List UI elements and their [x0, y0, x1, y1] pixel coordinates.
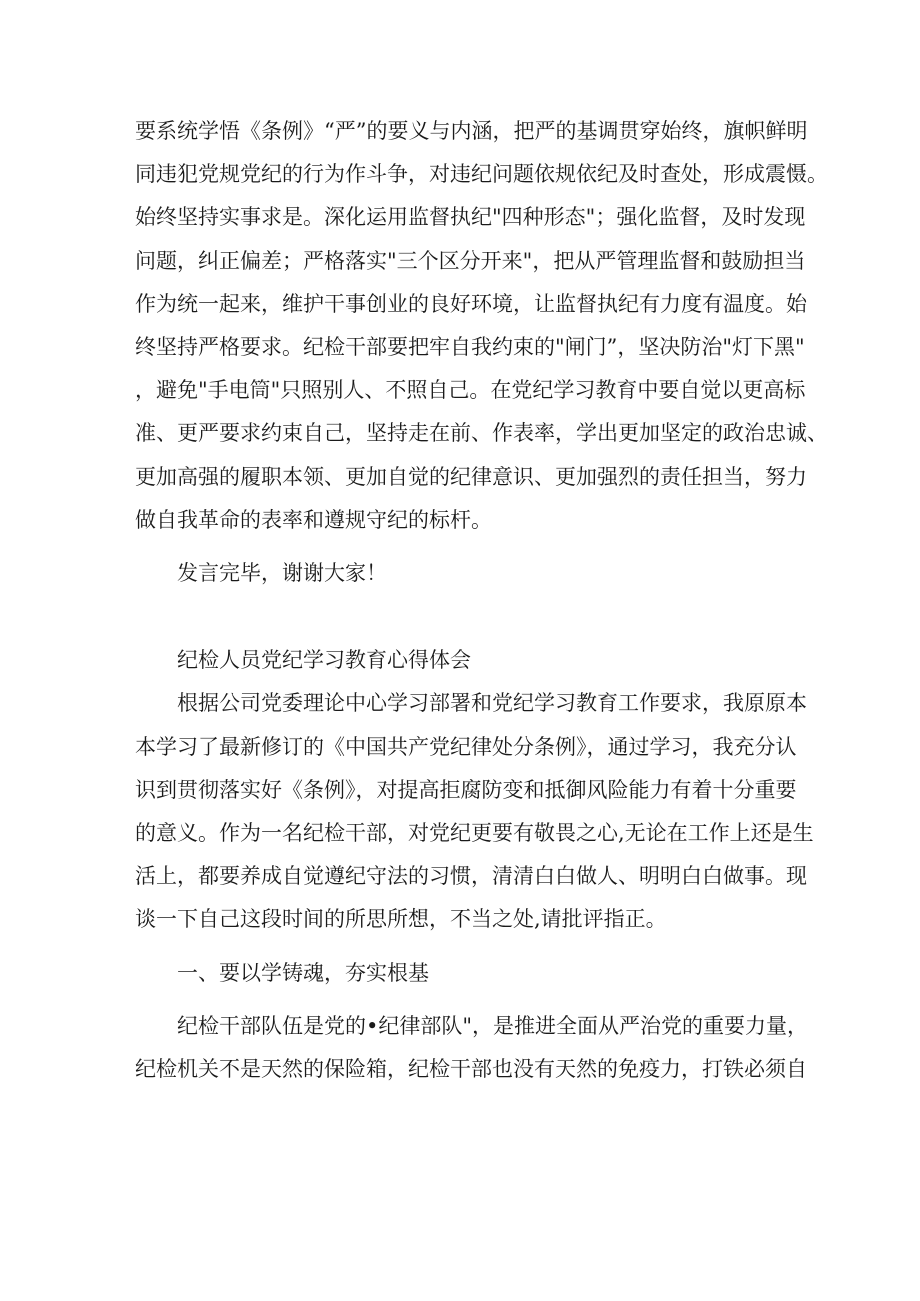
section-heading: 一、要以学铸魂，夯实根基 [177, 960, 429, 985]
text-line: 识到贯彻落实好《条例》，对提高拒腐防变和抵御风险能力有着十分重要 [135, 777, 797, 802]
text-line: 始终坚持实事求是。深化运用监督执纪"四种形态"；强化监督，及时发现 [135, 205, 806, 230]
document-title: 纪检人员党纪学习教育心得体会 [177, 648, 471, 673]
text-line: 做自我革命的表率和遵规守纪的标杆。 [135, 507, 492, 532]
text-line: 作为统一起来，维护干事创业的良好环境，让监督执纪有力度有温度。始 [135, 291, 807, 316]
text-line: 根据公司党委理论中心学习部署和党纪学习教育工作要求，我原原本 [177, 691, 807, 716]
closing-remark: 发言完毕，谢谢大家！ [177, 561, 387, 586]
document-body [135, 110, 828, 1091]
text-line: 活上，都要养成自觉遵纪守法的习惯，清清白白做人、明明白白做事。现 [135, 864, 807, 889]
text-line: 同违犯党规党纪的行为作斗争，对违纪问题依规依纪及时查处，形成震慑。 [135, 162, 828, 187]
text-line: 问题，纠正偏差；严格落实"三个区分开来"，把从严管理监督和鼓励担当 [135, 248, 806, 273]
body-paragraph [135, 110, 828, 542]
text-line: 纪检干部队伍是党的•纪律部队"，是推进全面从严治党的重要力量， [177, 1013, 809, 1038]
body-paragraph [135, 682, 814, 941]
text-line: 准、更严要求约束自己，坚持走在前、作表率，学出更加坚定的政治忠诚、 [135, 421, 828, 446]
text-line: 要系统学悟《条例》“严”的要义与内涵，把严的基调贯穿始终，旗帜鲜明 [135, 119, 808, 143]
text-line: 更加高强的履职本领、更加自觉的纪律意识、更加强烈的责任担当，努力 [135, 464, 807, 489]
text-line: 本学习了最新修订的《中国共产党纪律处分条例》，通过学习，我充分认 [135, 734, 797, 759]
body-paragraph [135, 1005, 809, 1091]
text-line: 的意义。作为一名纪检干部，对党纪更要有敬畏之心,无论在工作上还是生 [135, 821, 814, 846]
text-line: 谈一下自己这段时间的所思所想，不当之处,请批评指正。 [135, 907, 667, 932]
text-line: 终坚持严格要求。纪检干部要把牢自我约束的"闸门”，坚决防治"灯下黑" [135, 335, 805, 360]
text-line: 纪检机关不是天然的保险箱，纪检干部也没有天然的免疫力，打铁必须自 [135, 1057, 807, 1082]
text-line: ，避免"手电筒"只照别人、不照自己。在党纪学习教育中要自觉以更高标 [135, 378, 806, 403]
